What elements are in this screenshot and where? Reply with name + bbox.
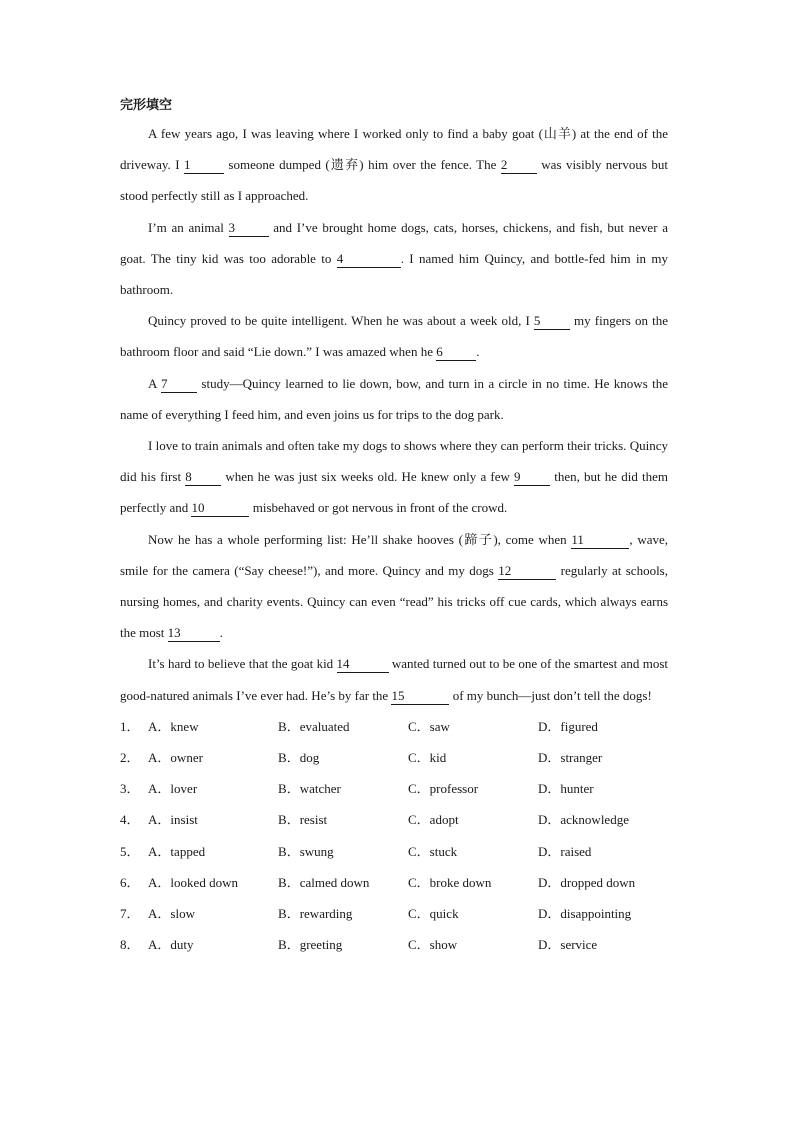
question-number: 5． [120, 843, 140, 859]
question-row [120, 929, 668, 960]
option-c: C．kid [408, 750, 447, 766]
cloze-passage [120, 118, 668, 711]
option-c: C．stuck [408, 843, 458, 859]
blank-13: 13 [168, 626, 220, 642]
passage-text: Quincy proved to be quite intelligent. When he was about a week old, I [148, 313, 534, 329]
option-a: A．lover [148, 781, 198, 797]
option-d: D．figured [538, 718, 598, 734]
option-b: B．calmed down [278, 874, 370, 890]
option-a: A．owner [148, 750, 203, 766]
question-row [120, 773, 668, 804]
passage-text: study—Quincy learned to lie down, bow, and turn in a circle in no time. He knows the name of everything I feed him, and even joins us for trips to the dog park. [120, 375, 669, 422]
option-b: B．rewarding [278, 906, 353, 922]
passage-paragraph [120, 118, 668, 212]
passage-text: was visibly nervous but stood perfectly still as I approached. [120, 157, 668, 204]
option-c: C．quick [408, 906, 459, 922]
question-row [120, 836, 668, 867]
option-d: D．acknowledge [538, 812, 629, 828]
passage-text: I love to train animals and often take my dogs to shows where they can perform their tricks. Quincy did his first [120, 438, 668, 485]
blank-12: 12 [498, 564, 556, 580]
option-d: D．dropped down [538, 874, 636, 890]
blank-11: 11 [571, 533, 629, 549]
passage-text: when he was just six weeks old. He knew only a few [221, 469, 515, 485]
option-b: B．swung [278, 843, 334, 859]
option-a: A．looked down [148, 874, 238, 890]
question-row [120, 804, 668, 835]
option-a: A．duty [148, 937, 194, 953]
passage-paragraph [120, 524, 668, 649]
question-number: 7． [120, 906, 140, 922]
option-a: A．knew [148, 718, 199, 734]
question-number: 3． [120, 781, 140, 797]
passage-text: someone dumped (遗弃) him over the fence. The [223, 157, 501, 173]
option-b: B．watcher [278, 781, 341, 797]
passage-paragraph [120, 212, 668, 306]
option-c: C．broke down [408, 874, 492, 890]
passage-text: then, but he did them perfectly and [120, 469, 668, 516]
option-c: C．show [408, 937, 458, 953]
option-d: D．service [538, 937, 598, 953]
blank-3: 3 [229, 221, 269, 237]
question-row [120, 867, 668, 898]
question-options [120, 711, 668, 961]
passage-text: It’s hard to believe that the goat kid [148, 656, 337, 672]
option-b: B．dog [278, 750, 320, 766]
passage-text: Now he has a whole performing list: He’ll shake hooves (蹄子), come when [148, 531, 572, 547]
question-number: 1． [120, 718, 140, 734]
option-b: B．resist [278, 812, 328, 828]
question-number: 6． [120, 874, 140, 890]
option-b: B．greeting [278, 937, 343, 953]
passage-text: my fingers on the bathroom floor and said “Lie down.” I was amazed when he [120, 313, 668, 360]
option-c: C．saw [408, 718, 450, 734]
passage-text: A [148, 375, 162, 391]
document-content [120, 96, 668, 960]
blank-1: 1 [184, 158, 224, 174]
passage-text: of my bunch—just don’t tell the dogs! [449, 687, 652, 703]
blank-4: 4 [337, 252, 401, 268]
option-c: C．professor [408, 781, 479, 797]
passage-paragraph [120, 368, 668, 430]
passage-text: . [476, 344, 480, 360]
question-row [120, 742, 668, 773]
passage-text: , wave, smile for the camera (“Say cheese!”), and more. Quincy and my dogs [120, 531, 668, 578]
question-number: 8． [120, 937, 140, 953]
question-row [120, 898, 668, 929]
blank-14: 14 [337, 657, 389, 673]
passage-text: I’m an animal [148, 219, 229, 235]
passage-text: regularly at schools, nursing homes, and charity events. Quincy can even “read” his tricks off cue cards, which always earns the most [120, 562, 668, 641]
option-d: D．hunter [538, 781, 594, 797]
passage-paragraph [120, 305, 668, 367]
passage-paragraph [120, 648, 668, 710]
option-d: D．stranger [538, 750, 603, 766]
option-b: B．evaluated [278, 718, 350, 734]
passage-text: and I’ve brought home dogs, cats, horses, chickens, and fish, but never a goat. The tiny kid was too adorable to [120, 219, 668, 266]
passage-text: misbehaved or got nervous in front of the crowd. [249, 500, 508, 516]
blank-5: 5 [534, 314, 570, 330]
passage-text: . [219, 625, 223, 641]
blank-2: 2 [501, 158, 537, 174]
option-a: A．insist [148, 812, 198, 828]
blank-6: 6 [436, 345, 476, 361]
option-a: A．slow [148, 906, 195, 922]
passage-text: A few years ago, I was leaving where I worked only to find a baby goat (山羊) at the end of the driveway. I [120, 126, 668, 173]
option-c: C．adopt [408, 812, 459, 828]
question-row [120, 711, 668, 742]
passage-text: . I named him Quincy, and bottle-fed him in my bathroom. [120, 250, 668, 298]
blank-15: 15 [391, 689, 449, 705]
blank-7: 7 [161, 377, 197, 393]
passage-paragraph [120, 430, 668, 524]
question-number: 4． [120, 812, 140, 828]
blank-9: 9 [514, 470, 550, 486]
option-d: D．raised [538, 843, 592, 859]
option-a: A．tapped [148, 843, 206, 859]
question-number: 2． [120, 750, 140, 766]
section-heading: 完形填空 [120, 98, 173, 113]
option-d: D．disappointing [538, 906, 632, 922]
passage-text: wanted turned out to be one of the smartest and most good-natured animals I’ve ever had. He’s by far the [120, 656, 668, 703]
blank-10: 10 [191, 501, 249, 517]
blank-8: 8 [185, 470, 221, 486]
